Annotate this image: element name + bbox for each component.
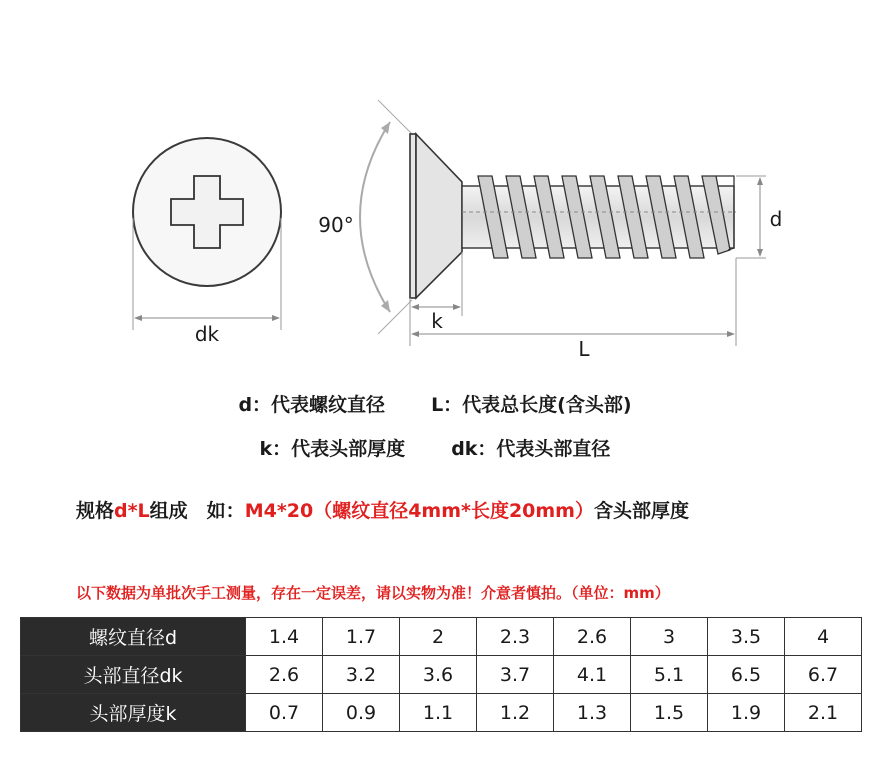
table-cell: 0.7 xyxy=(246,694,323,732)
table-cell: 2.3 xyxy=(477,618,554,656)
d-dimension-label: d xyxy=(769,207,783,231)
table-cell: 2.6 xyxy=(246,656,323,694)
legend-row-2 xyxy=(0,434,870,461)
spec-suffix: 含头部厚度 xyxy=(593,500,689,522)
table-cell: 1.3 xyxy=(554,694,631,732)
table-cell: 2.1 xyxy=(785,694,862,732)
size-table xyxy=(20,617,862,732)
table-cell: 3.5 xyxy=(708,618,785,656)
screw-head-top-view xyxy=(132,138,282,330)
legend-dk: dk：代表头部直径 xyxy=(451,438,611,460)
legend-L: L：代表总长度(含头部) xyxy=(431,394,632,416)
table-cell: 1.4 xyxy=(246,618,323,656)
angle-label: 90° xyxy=(318,213,354,237)
spec-mid: 组成 如： xyxy=(149,500,245,522)
spec-prefix: 规格 xyxy=(76,500,115,522)
table-cell: 2 xyxy=(400,618,477,656)
spec-formula: d*L xyxy=(114,500,150,522)
table-row xyxy=(21,656,862,694)
table-row xyxy=(21,694,862,732)
d-dimension xyxy=(736,176,766,258)
measurement-note: 以下数据为单批次手工测量，存在一定误差，请以实物为准！介意者慎拍。（单位：mm） xyxy=(76,584,670,602)
table-cell: 1.9 xyxy=(708,694,785,732)
table-cell: 3.6 xyxy=(400,656,477,694)
table-cell: 0.9 xyxy=(323,694,400,732)
L-dimension-label: L xyxy=(578,337,590,361)
dk-dimension-label: dk xyxy=(194,322,220,346)
table-cell: 3 xyxy=(631,618,708,656)
table-cell: 1.7 xyxy=(323,618,400,656)
table-cell: 4.1 xyxy=(554,656,631,694)
L-dimension xyxy=(411,258,736,346)
angle-indicator xyxy=(360,100,412,334)
table-cell: 3.7 xyxy=(477,656,554,694)
legend-d: d：代表螺纹直径 xyxy=(238,394,386,416)
table-cell: 1.1 xyxy=(400,694,477,732)
k-dimension-label: k xyxy=(431,309,443,333)
table-cell: 5.1 xyxy=(631,656,708,694)
table-cell: 6.5 xyxy=(708,656,785,694)
legend-k: k：代表头部厚度 xyxy=(259,438,406,460)
screw-side-view xyxy=(410,134,736,298)
screw-diagram xyxy=(0,0,870,380)
table-cell: 6.7 xyxy=(785,656,862,694)
table-row xyxy=(21,618,862,656)
spec-example: M4*20（螺纹直径4mm*长度20mm） xyxy=(244,500,594,522)
spec-line xyxy=(76,496,689,523)
row-header: 头部直径dk xyxy=(21,656,246,694)
table-cell: 1.5 xyxy=(631,694,708,732)
table-cell: 2.6 xyxy=(554,618,631,656)
table-cell: 3.2 xyxy=(323,656,400,694)
row-header: 螺纹直径d xyxy=(21,618,246,656)
row-header: 头部厚度k xyxy=(21,694,246,732)
legend-row-1 xyxy=(0,390,870,417)
table-cell: 1.2 xyxy=(477,694,554,732)
table-cell: 4 xyxy=(785,618,862,656)
